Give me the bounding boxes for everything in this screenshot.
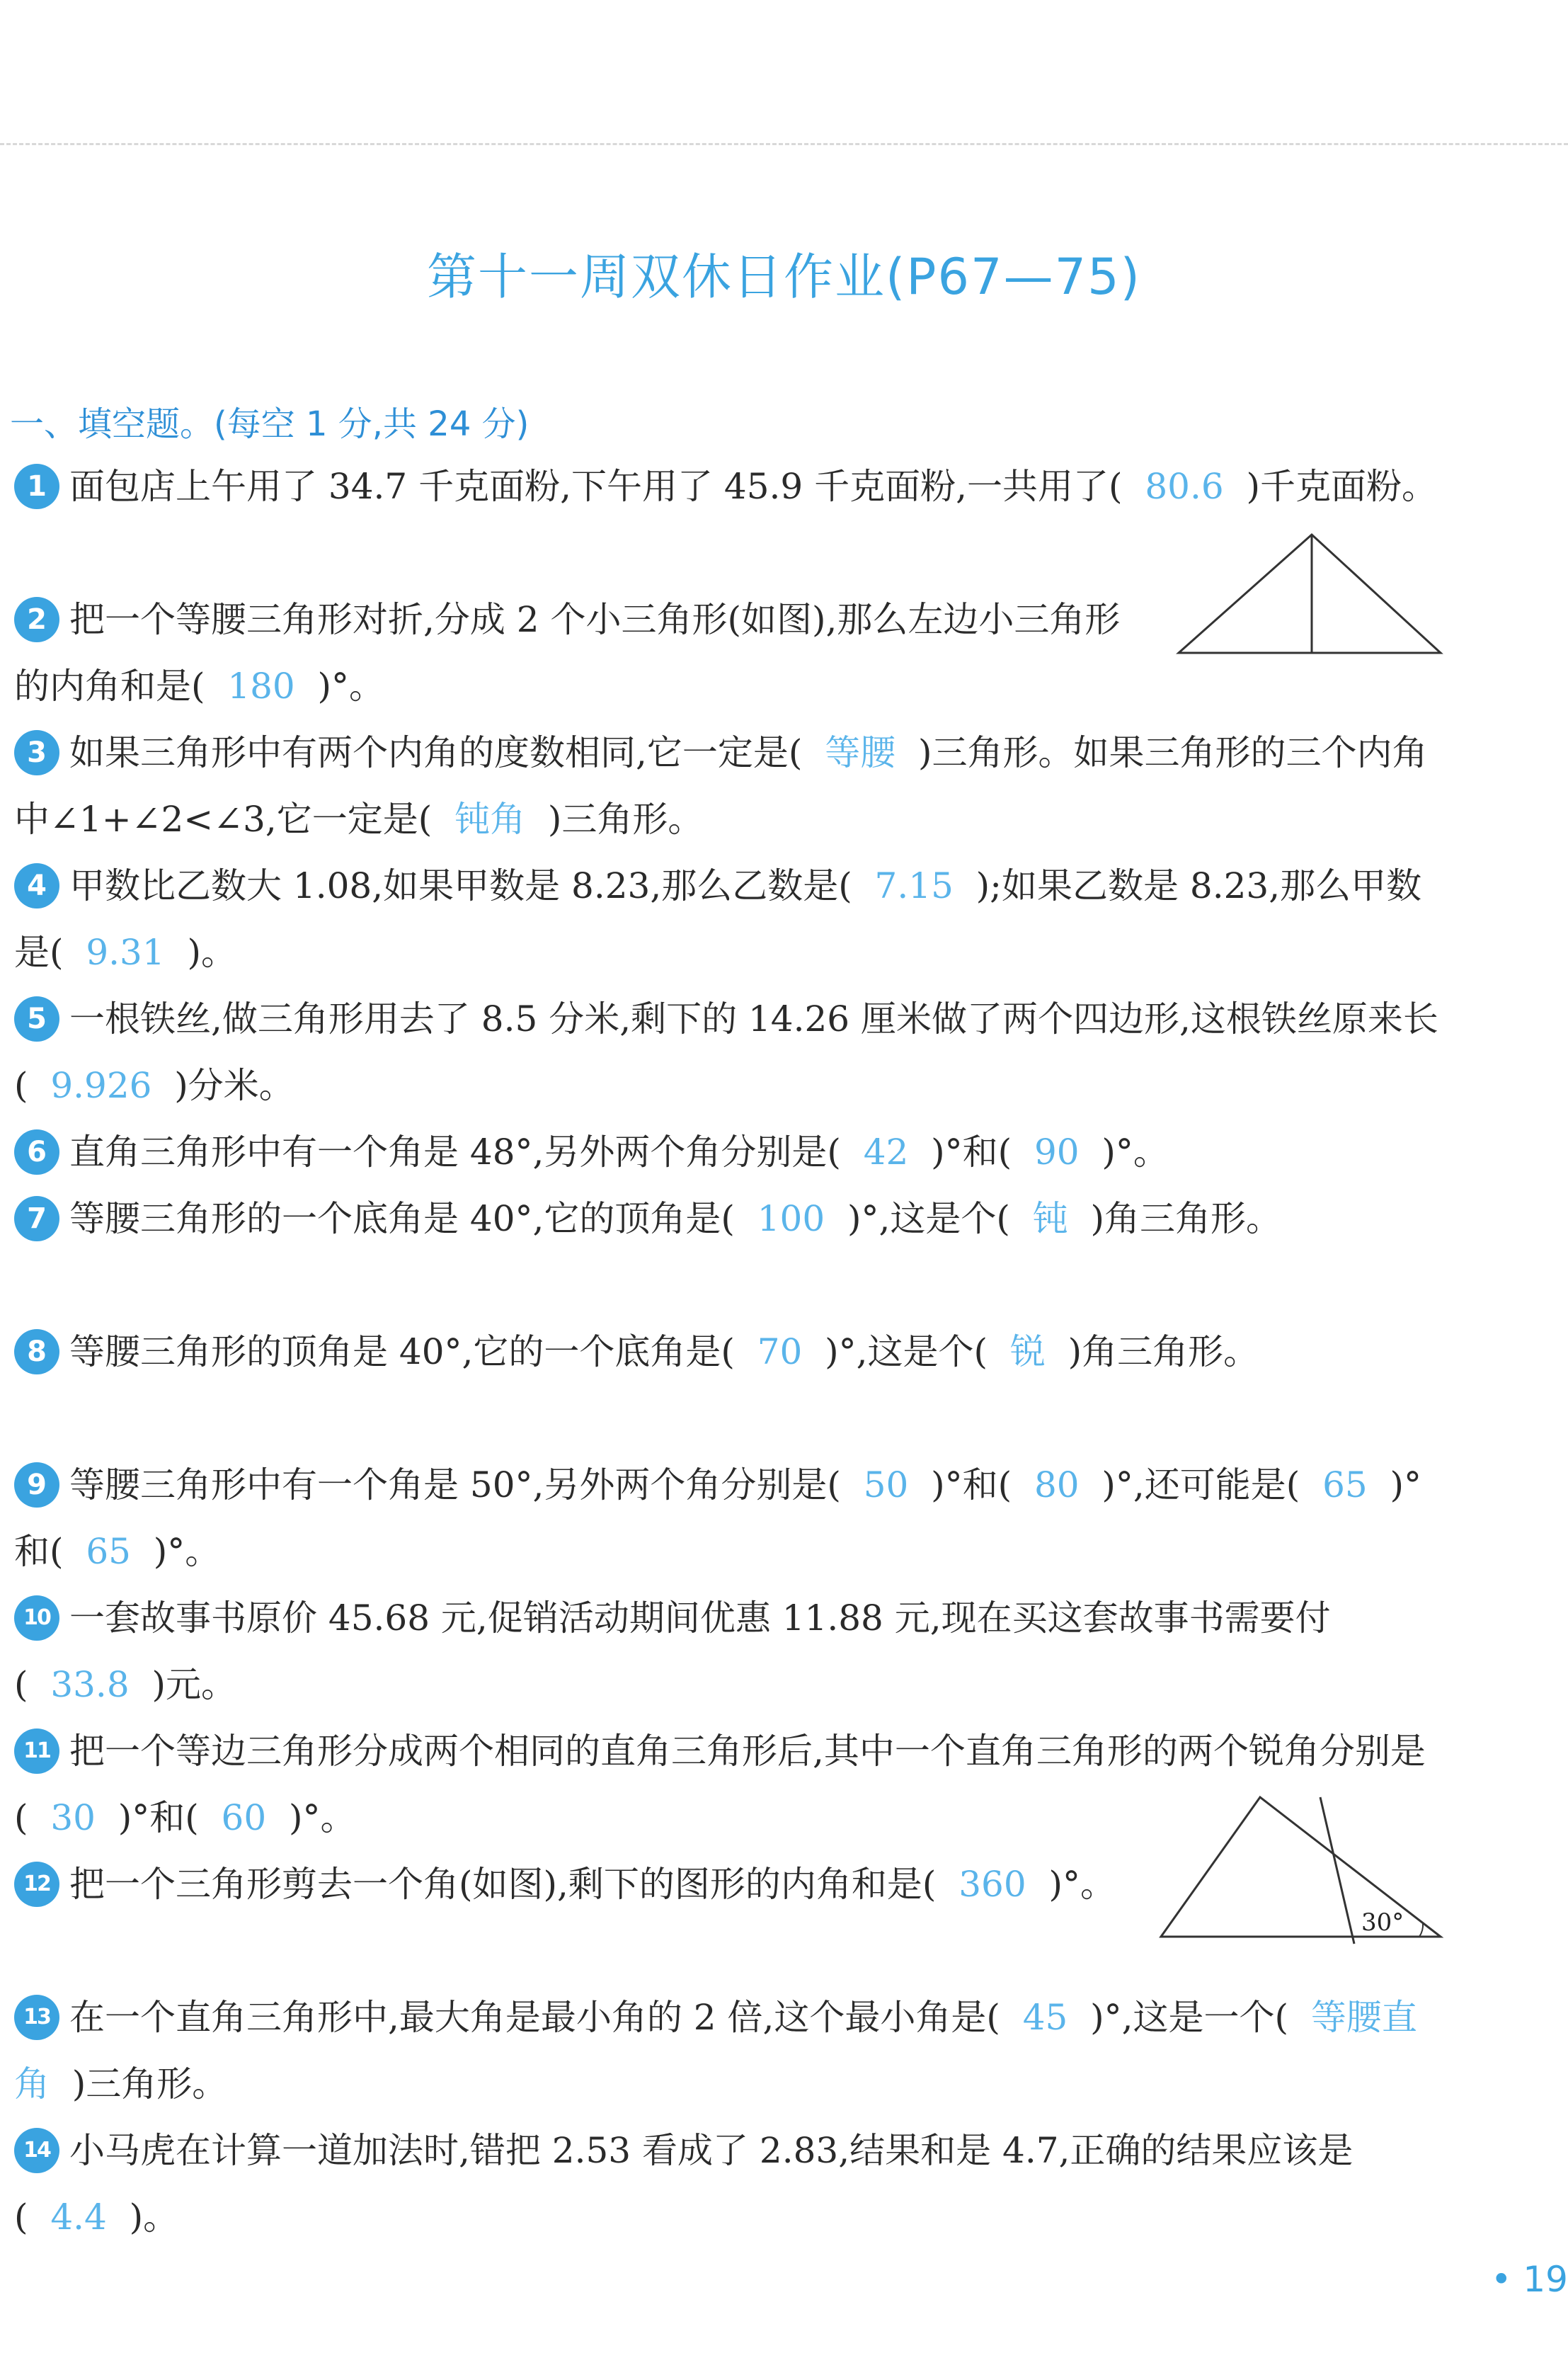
- answer: 80.6: [1145, 466, 1224, 507]
- question-7: 7 等腰三角形的一个底角是 40°,它的顶角是( 100 )°,这是个( 钝 )角三角形。: [14, 1185, 1451, 1252]
- answer: 7.15: [874, 865, 954, 906]
- section-heading: 一、填空题。(每空 1 分,共 24 分): [10, 404, 530, 444]
- question-number: 9: [14, 1462, 59, 1508]
- answer: 4.4: [50, 2197, 107, 2238]
- answer: 70: [757, 1331, 803, 1372]
- page-title: 第十一周双休日作业(P67—75): [427, 248, 1141, 306]
- answer: 80: [1034, 1464, 1080, 1505]
- question-number: 14: [14, 2128, 59, 2173]
- question-9: 9 等腰三角形中有一个角是 50°,另外两个角分别是( 50 )°和( 80 )°,还可能是( 65 )°和( 65 )°。: [14, 1452, 1451, 1585]
- answer: 等腰直角: [14, 1997, 1417, 2105]
- answer: 45: [1022, 1997, 1068, 2038]
- answer: 90: [1034, 1132, 1080, 1173]
- question-3: 3 如果三角形中有两个内角的度数相同,它一定是( 等腰 )三角形。如果三角形的三个内角中∠1+∠2<∠3,它一定是( 钝角 )三角形。: [14, 719, 1451, 853]
- question-14: 14 小马虎在计算一道加法时,错把 2.53 看成了 2.83,结果和是 4.7,正确的结果应该是( 4.4 )。: [14, 2117, 1451, 2250]
- question-number: 10: [14, 1595, 59, 1641]
- question-number: 13: [14, 1995, 59, 2040]
- answer: 360: [958, 1864, 1026, 1905]
- answer: 100: [757, 1198, 825, 1239]
- top-dashed-divider: [0, 143, 1568, 145]
- question-number: 1: [14, 464, 59, 509]
- question-number: 4: [14, 863, 59, 909]
- question-6: 6 直角三角形中有一个角是 48°,另外两个角分别是( 42 )°和( 90 )°。: [14, 1119, 1451, 1185]
- question-number: 11: [14, 1728, 59, 1774]
- answer: 钝: [1032, 1198, 1068, 1239]
- answer: 180: [227, 666, 295, 707]
- answer: 30: [50, 1797, 96, 1838]
- answer: 60: [221, 1797, 267, 1838]
- question-number: 6: [14, 1129, 59, 1175]
- answer: 9.31: [86, 932, 165, 973]
- answer: 42: [863, 1132, 909, 1173]
- question-8: 8 等腰三角形的顶角是 40°,它的一个底角是( 70 )°,这是个( 锐 )角三角形。: [14, 1319, 1451, 1385]
- answer: 50: [863, 1464, 909, 1505]
- answer: 等腰: [825, 732, 896, 773]
- question-number: 7: [14, 1196, 59, 1241]
- question-11: 11 把一个等边三角形分成两个相同的直角三角形后,其中一个直角三角形的两个锐角分别是( 30 )°和( 60 )°。: [14, 1718, 1451, 1851]
- question-number: 3: [14, 730, 59, 775]
- answer: 9.926: [50, 1065, 152, 1106]
- cut-triangle-figure: [1157, 1792, 1448, 1947]
- question-5: 5 一根铁丝,做三角形用去了 8.5 分米,剩下的 14.26 厘米做了两个四边形,这根铁丝原来长( 9.926 )分米。: [14, 986, 1451, 1119]
- question-number: 12: [14, 1862, 59, 1907]
- question-4: 4 甲数比乙数大 1.08,如果甲数是 8.23,那么乙数是( 7.15 );如果乙数是 8.23,那么甲数是( 9.31 )。: [14, 853, 1451, 986]
- angle-label: 30°: [1361, 1908, 1404, 1937]
- question-2: 2 把一个等腰三角形对折,分成 2 个小三角形(如图),那么左边小三角形的内角和是( 180 )°。: [14, 586, 1147, 719]
- question-number: 2: [14, 597, 59, 642]
- question-10: 10 一套故事书原价 45.68 元,促销活动期间优惠 11.88 元,现在买这套故事书需要付( 33.8 )元。: [14, 1585, 1451, 1718]
- question-13: 13 在一个直角三角形中,最大角是最小角的 2 倍,这个最小角是( 45 )°,这是一个( 等腰直角 )三角形。: [14, 1984, 1451, 2117]
- answer: 33.8: [50, 1664, 130, 1705]
- answer: 65: [86, 1531, 131, 1572]
- question-number: 5: [14, 996, 59, 1042]
- answer: 锐: [1009, 1331, 1046, 1372]
- page-number: • 19: [1490, 2259, 1568, 2300]
- question-12: 12 把一个三角形剪去一个角(如图),剩下的图形的内角和是( 360 )°。: [14, 1851, 1147, 1918]
- folded-isosceles-triangle-figure: [1175, 531, 1444, 659]
- answer: 钝角: [454, 799, 526, 840]
- question-number: 8: [14, 1329, 59, 1374]
- question-1: 1 面包店上午用了 34.7 千克面粉,下午用了 45.9 千克面粉,一共用了( 80.6 )千克面粉。: [14, 453, 1451, 520]
- answer: 65: [1322, 1464, 1368, 1505]
